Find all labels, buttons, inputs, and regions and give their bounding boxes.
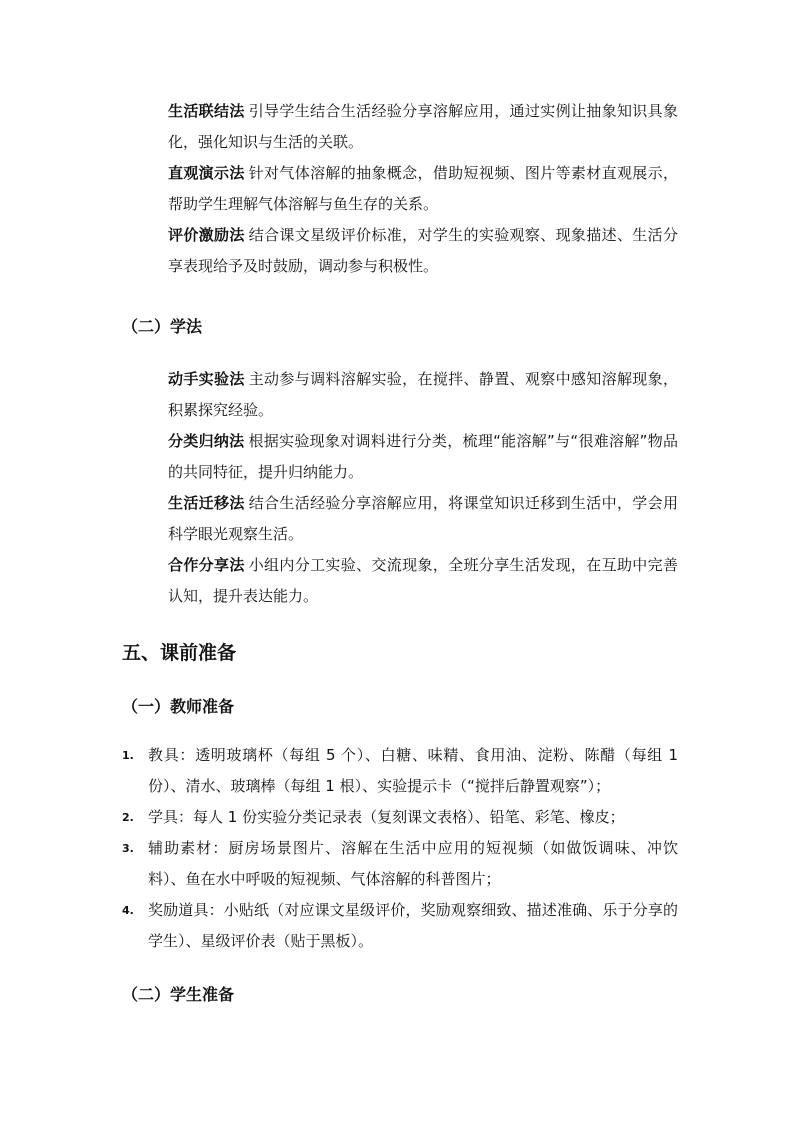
list-number: 2. <box>122 811 134 824</box>
method-text: 引导学生结合生活经验分享溶解应用，通过实例让抽象知识具象化，强化知识与生活的关联。 <box>168 102 678 151</box>
list-item <box>122 740 678 802</box>
method-text: 针对气体溶解的抽象概念，借助短视频、图片等素材直观展示，帮助学生理解气体溶解与鱼生存的关系。 <box>168 164 678 213</box>
learning-methods-heading: （二）学法 <box>122 317 203 336</box>
student-prep-heading: （二）学生准备 <box>122 985 235 1004</box>
teacher-prep-list <box>122 740 678 957</box>
section-heading: 五、课前准备 <box>122 642 237 664</box>
list-item-text: 教具：透明玻璃杯（每组 5 个）、白糖、味精、食用油、淀粉、陈醋（每组 1 份）、清水、玻璃棒（每组 1 根）、实验提示卡（“搅拌后静置观察”）； <box>148 746 678 795</box>
teacher-prep-heading: （一）教师准备 <box>122 697 235 716</box>
method-text: 结合课文星级评价标准，对学生的实验观察、现象描述、生活分享表现给予及时鼓励，调动参与积极性。 <box>168 226 678 275</box>
list-number: 4. <box>122 904 134 917</box>
method-term: 评价激励法 <box>168 226 245 244</box>
list-item-text: 奖励道具：小贴纸（对应课文星级评价，奖励观察细致、描述准确、乐于分享的学生）、星级评价表（贴于黑板）。 <box>148 901 678 950</box>
method-term: 直观演示法 <box>168 164 245 182</box>
method-paragraph <box>168 96 678 158</box>
list-number: 3. <box>122 842 134 855</box>
learning-method-term: 动手实验法 <box>168 370 245 388</box>
learning-method-term: 分类归纳法 <box>168 432 245 450</box>
list-item <box>122 833 678 895</box>
learning-method-text: 主动参与调料溶解实验，在搅拌、静置、观察中感知溶解现象，积累探究经验。 <box>168 370 678 419</box>
learning-method-text: 小组内分工实验、交流现象，全班分享生活发现，在互助中完善认知，提升表达能力。 <box>168 556 678 605</box>
learning-method-paragraph <box>168 550 678 612</box>
learning-method-text: 结合生活经验分享溶解应用，将课堂知识迁移到生活中，学会用科学眼光观察生活。 <box>168 494 678 543</box>
method-paragraph <box>168 158 678 220</box>
method-term: 生活联结法 <box>168 102 245 120</box>
list-item <box>122 802 678 833</box>
learning-method-paragraph <box>168 488 678 550</box>
method-paragraph <box>168 220 678 282</box>
learning-method-text: 根据实验现象对调料进行分类，梳理“能溶解”与“很难溶解”物品的共同特征，提升归纳能力。 <box>168 432 678 481</box>
learning-method-paragraph <box>168 426 678 488</box>
list-item <box>122 895 678 957</box>
learning-method-term: 生活迁移法 <box>168 494 245 512</box>
list-number: 1. <box>122 749 134 762</box>
learning-method-term: 合作分享法 <box>168 556 245 574</box>
learning-method-paragraph <box>168 364 678 426</box>
list-item-text: 辅助素材：厨房场景图片、溶解在生活中应用的短视频（如做饭调味、冲饮料）、鱼在水中呼吸的短视频、气体溶解的科普图片； <box>148 839 678 888</box>
list-item-text: 学具：每人 1 份实验分类记录表（复刻课文表格）、铅笔、彩笔、橡皮； <box>148 808 625 826</box>
